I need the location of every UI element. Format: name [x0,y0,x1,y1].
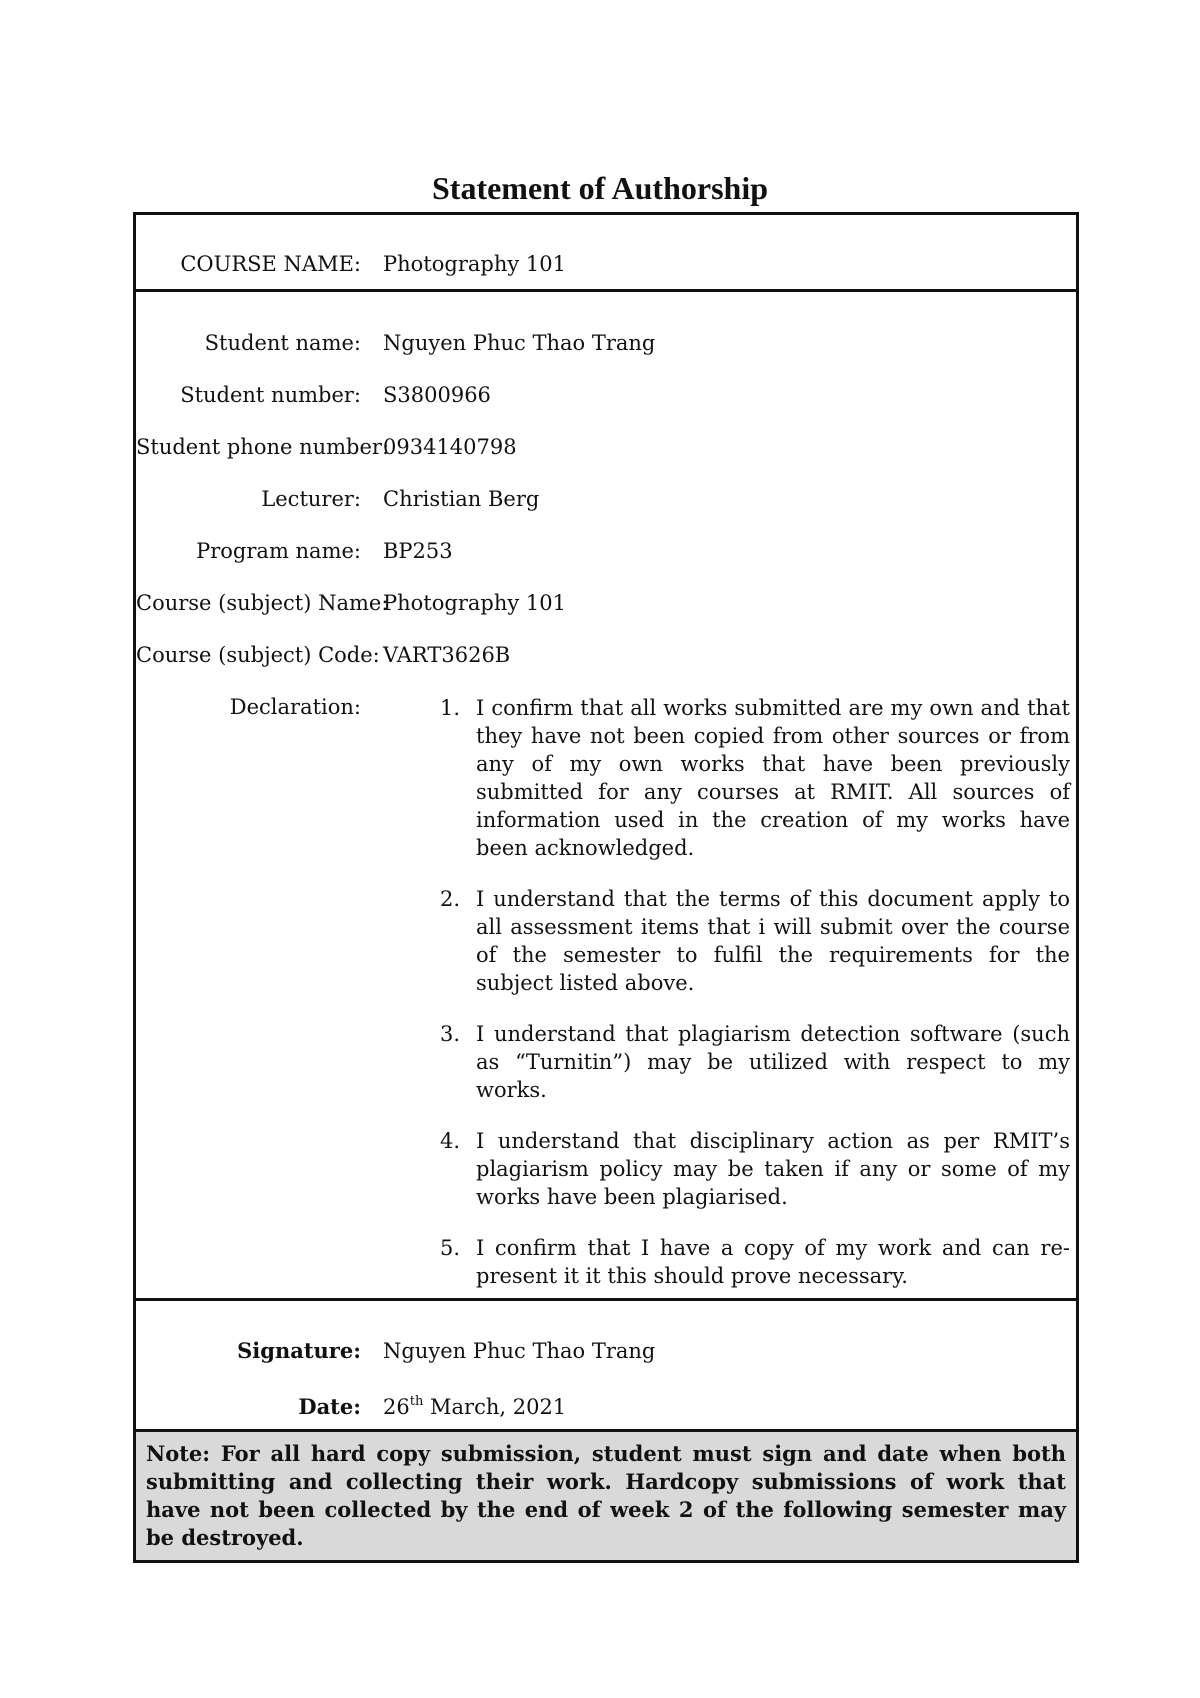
declaration-item-number: 1. [440,696,461,720]
declaration-item-number: 3. [440,1022,461,1046]
lecturer-row [136,486,1076,513]
program-value: BP253 [383,539,453,563]
date-row [136,1388,1076,1421]
subject-name-label: Course (subject) Name: [136,591,389,615]
declaration-row [136,694,1076,1290]
declaration-item-number: 5. [440,1236,461,1260]
declaration-item-text: I confirm that all works submitted are my own and that they have not been copied from other sources or from any of my own works that have been previously submitted for any courses at RMIT. All sources of information used in the creation of my works have been acknowledged. [476,696,1070,860]
declaration-item [440,694,1070,862]
declaration-item [440,1234,1070,1290]
date-ordinal-suffix: th [409,1394,424,1409]
course-section [136,215,1076,292]
declaration-list [440,694,1070,1290]
signature-row [136,1337,1076,1365]
signature-value: Nguyen Phuc Thao Trang [383,1339,656,1363]
program-row [136,538,1076,565]
subject-name-row [136,590,1076,617]
declaration-item-number: 2. [440,887,461,911]
declaration-item-text: I understand that the terms of this document apply to all assessment items that i will submit over the course of the semester to fulfil the requirements for the subject listed above. [476,887,1070,995]
subject-name-value: Photography 101 [383,591,566,615]
declaration-item [440,885,1070,997]
student-phone-label: Student phone number: [136,435,390,459]
student-phone-value: 0934140798 [383,435,517,459]
subject-code-row [136,642,1076,669]
program-label: Program name: [196,539,361,563]
date-day: 26 [383,1395,410,1419]
lecturer-label: Lecturer: [261,487,361,511]
page-title: Statement of Authorship [431,170,768,206]
date-label: Date: [298,1394,361,1419]
student-name-label: Student name: [204,331,361,355]
student-name-row [136,330,1076,357]
student-number-value: S3800966 [383,383,491,407]
signature-label: Signature: [237,1338,361,1363]
declaration-item [440,1020,1070,1104]
date-value [383,1388,1076,1421]
declaration-label: Declaration: [229,695,361,719]
lecturer-value: Christian Berg [383,487,540,511]
note-section [136,1432,1076,1560]
student-details-section [136,292,1076,1301]
authorship-form [133,212,1079,1563]
subject-code-label: Course (subject) Code: [136,643,380,667]
course-name-value: Photography 101 [383,252,566,276]
declaration-item-number: 4. [440,1129,461,1153]
subject-code-value: VART3626B [383,643,511,667]
declaration-item-text: I understand that disciplinary action as per RMIT’s plagiarism policy may be taken if any or some of my works have been plagiarised. [476,1129,1070,1209]
date-month-year: March, 2021 [423,1395,567,1419]
student-number-label: Student number: [180,383,361,407]
declaration-item [440,1127,1070,1211]
signature-section [136,1301,1076,1432]
student-name-value: Nguyen Phuc Thao Trang [383,331,656,355]
submission-note: Note: For all hard copy submission, student must sign and date when both submitting and collecting their work. Hardcopy submissions of work that have not been collected by the end of week 2 of the following semester may be destroyed. [146,1441,1066,1550]
student-number-row [136,382,1076,409]
student-phone-row [136,434,1076,461]
declaration-item-text: I confirm that I have a copy of my work and can re-present it it this should prove necessary. [476,1236,1070,1288]
course-name-label: COURSE NAME: [180,252,361,276]
declaration-item-text: I understand that plagiarism detection software (such as “Turnitin”) may be utilized with respect to my works. [476,1022,1070,1102]
course-name-row [136,251,1076,278]
